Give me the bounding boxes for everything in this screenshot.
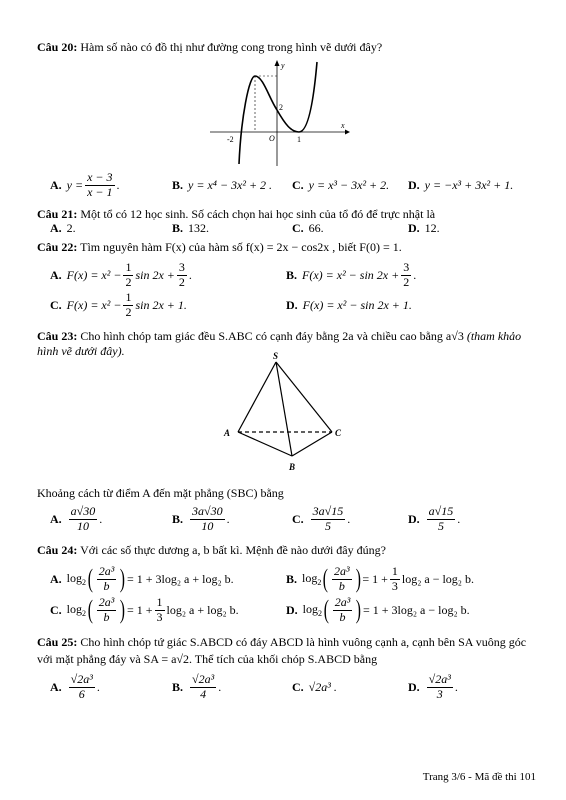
- q24-option-b-fd: 3: [391, 578, 398, 593]
- q25-option-b-label: B.: [172, 679, 184, 694]
- q24-option-a-num: 2a³: [98, 563, 115, 578]
- q20-label-one: 1: [297, 135, 301, 144]
- q23-option-a-den: 10: [76, 518, 89, 533]
- question-23-prompt: [37, 486, 536, 501]
- q20-option-a-pre: y =: [66, 177, 84, 192]
- q20-option-d-label: D.: [408, 177, 420, 192]
- q24-option-c[interactable]: C. $\log_2$ ( $\frac{\text{2a³}}{b}$ ) = 1 + $\frac{1}{3}$ log₂ a + log₂ b.: [50, 594, 239, 624]
- q22-option-b-label: B.: [286, 267, 298, 282]
- question-23-text1-italic: (tham khảo: [466, 329, 522, 343]
- q25-option-c-label: C.: [292, 679, 304, 694]
- q20-graph: [205, 58, 355, 168]
- pyramid-label-b: B: [289, 462, 296, 472]
- q21-option-c-text: 66.: [308, 220, 324, 235]
- q21-option-a-text: 2.: [66, 220, 76, 235]
- q22-option-c-pre: F(x) = x² −: [66, 297, 122, 312]
- question-23-number: Câu 23:: [37, 329, 78, 343]
- q23-option-c-den: 5: [324, 518, 331, 533]
- question-22-text: Tìm nguyên hàm F(x) của hàm số f(x) = 2x − cos2x , biết F(0) = 1.: [80, 240, 402, 254]
- question-20-number: Câu 20:: [37, 40, 78, 54]
- q24-option-a[interactable]: A. $\log_2$ ( $\frac{\text{2a³}}{b}$ ) = 1 + 3log₂ a + log₂ b.: [50, 563, 234, 593]
- q20-y-arrow: [275, 60, 280, 66]
- q24-option-b-fn: 1: [391, 563, 398, 578]
- q22-option-c-f1d: 2: [125, 304, 132, 319]
- q20-option-a[interactable]: [50, 168, 120, 202]
- q21-option-c[interactable]: C. 66.: [292, 220, 324, 235]
- q24-option-d-den: b: [339, 609, 346, 624]
- q24-option-d[interactable]: D. $\log_2$ ( $\frac{\text{2a³}}{b}$ ) = 1 + 3log₂ a − log₂ b.: [286, 594, 470, 624]
- q24-option-c-rhs-pre: = 1 +: [126, 602, 153, 617]
- pyramid-label-a: A: [224, 428, 231, 438]
- q22-option-b-pre: F(x) = x² − sin 2x +: [302, 267, 400, 282]
- q25-option-c[interactable]: [292, 669, 337, 705]
- q20-option-b-text: y = x⁴ − 3x² + 2 .: [188, 177, 273, 192]
- q20-label-origin: O: [269, 134, 275, 143]
- q24-option-a-rhs: = 1 + 3log₂ a + log₂ b.: [126, 571, 234, 586]
- q21-option-d-text: 12.: [424, 220, 440, 235]
- q22-option-a-f2d: 2: [178, 274, 185, 289]
- q22-option-c-f1n: 1: [125, 289, 132, 304]
- question-20-text: Hàm số nào có đồ thị như đường cong trong hình vẽ dưới đây?: [80, 40, 383, 54]
- q20-label-x: x: [341, 121, 345, 130]
- q25-option-b-num: √2a³: [192, 671, 215, 686]
- q24-option-b-rhs-pre: = 1 +: [362, 571, 388, 586]
- pyramid-edge-ab: [238, 432, 292, 456]
- pyramid-edge-sc: [276, 362, 332, 432]
- q22-option-b-post: .: [413, 267, 417, 282]
- q22-option-b[interactable]: [286, 258, 416, 292]
- q22-option-a-f1n: 1: [125, 259, 132, 274]
- q22-option-a-label: A.: [50, 267, 62, 282]
- q24-option-b[interactable]: B. $\log_2$ ( $\frac{\text{2a³}}{b}$ ) = 1 + $\frac{1}{3}$ log₂ a − log₂ b.: [286, 563, 474, 593]
- q20-option-a-label: A.: [50, 177, 62, 192]
- q20-option-d[interactable]: [408, 168, 513, 202]
- q22-option-a[interactable]: [50, 258, 192, 292]
- question-21-number: Câu 21:: [37, 207, 78, 221]
- q20-option-a-den: x − 1: [87, 184, 113, 199]
- q23-option-b-label: B.: [172, 511, 184, 526]
- q20-options: [50, 168, 536, 202]
- q22-option-c[interactable]: [50, 288, 187, 322]
- pyramid-edge-sa: [238, 362, 276, 432]
- q20-option-a-post: .: [116, 177, 120, 192]
- q23-option-a-label: A.: [50, 511, 62, 526]
- question-23-text2-italic: hình vẽ dưới đây).: [37, 344, 125, 358]
- q24-option-a-den: b: [103, 578, 110, 593]
- q25-option-a-den: 6: [78, 686, 85, 701]
- q20-option-c-text: y = x³ − 3x² + 2.: [308, 177, 390, 192]
- q22-option-a-post: .: [188, 267, 192, 282]
- q25-option-b[interactable]: B. $\frac{\text{√2a³}}{4}$ .: [172, 671, 222, 701]
- q25-option-a[interactable]: A. $\frac{\text{√2a³}}{6}$ .: [50, 671, 100, 701]
- q23-option-b-den: 10: [201, 518, 214, 533]
- q24-option-d-label: D.: [286, 602, 298, 617]
- question-24-number: Câu 24:: [37, 543, 78, 557]
- q20-option-c[interactable]: [292, 168, 389, 202]
- q20-curve: [239, 62, 317, 164]
- q22-options-row2: [50, 288, 536, 322]
- question-25-text1: Cho hình chóp tứ giác S.ABCD có đáy ABCD là hình vuông cạnh a, cạnh bên SA vuông góc: [80, 635, 527, 649]
- q20-x-arrow: [345, 130, 350, 135]
- q20-option-c-label: C.: [292, 177, 304, 192]
- q24-option-b-label: B.: [286, 571, 298, 586]
- question-24: [37, 543, 536, 558]
- question-21-text: Một tổ có 12 học sinh. Số cách chọn hai học sinh của tổ đó để trực nhật là: [80, 207, 436, 221]
- q23-pyramid-figure: [220, 352, 350, 480]
- page-footer: Trang 3/6 - Mã đề thi 101: [422, 771, 536, 783]
- q23-option-c[interactable]: C. $\frac{3a√15}{5}$ .: [292, 503, 351, 533]
- q20-label-two: 2: [279, 103, 283, 112]
- q25-option-d-num: √2a³: [428, 671, 451, 686]
- q25-option-a-num: √2a³: [70, 671, 93, 686]
- q23-option-a-num: a√30: [70, 503, 96, 518]
- question-25: [37, 634, 536, 669]
- q23-option-c-label: C.: [292, 511, 304, 526]
- q22-option-a-pre: F(x) = x² −: [66, 267, 122, 282]
- q20-option-b[interactable]: [172, 168, 272, 202]
- q24-option-c-fn: 1: [156, 594, 163, 609]
- q25-option-d[interactable]: D. $\frac{\text{√2a³}}{3}$ .: [408, 671, 458, 701]
- q24-option-c-den: b: [103, 609, 110, 624]
- q21-options: [50, 218, 536, 238]
- q24-option-d-rhs: = 1 + 3log₂ a − log₂ b.: [362, 602, 470, 617]
- q23-option-d[interactable]: D. $\frac{a√15}{5}$ .: [408, 503, 461, 533]
- q24-option-c-num: 2a³: [98, 594, 115, 609]
- q23-option-d-den: 5: [437, 518, 444, 533]
- question-20: [37, 40, 536, 55]
- q24-options-row2: [50, 592, 536, 628]
- q23-option-d-label: D.: [408, 511, 420, 526]
- q24-option-b-rhs-post: log₂ a − log₂ b.: [401, 571, 474, 586]
- q24-option-b-den: b: [338, 578, 345, 593]
- q20-option-d-text: y = −x³ + 3x² + 1.: [424, 177, 514, 192]
- q23-option-b-num: 3a√30: [192, 503, 223, 518]
- q24-option-d-num: 2a³: [334, 594, 351, 609]
- q25-option-b-den: 4: [200, 686, 207, 701]
- q22-options-row1: [50, 258, 536, 292]
- q23-option-a[interactable]: A. $\frac{a√30}{10}$ .: [50, 503, 103, 533]
- q22-option-a-mid: sin 2x +: [135, 267, 175, 282]
- q24-option-b-num: 2a³: [334, 563, 350, 578]
- q20-option-a-num: x − 3: [87, 169, 113, 184]
- q23-option-c-num: 3a√15: [312, 503, 344, 518]
- question-23-text1: Cho hình chóp tam giác đều S.ABC có cạnh đáy bằng 2a và chiều cao bằng a√3: [80, 329, 464, 343]
- q23-options: [50, 502, 536, 536]
- q22-option-c-mid: sin 2x + 1.: [135, 297, 187, 312]
- question-22: [37, 240, 536, 255]
- pyramid-label-s: S: [273, 352, 279, 361]
- q20-option-a-frac: [85, 171, 114, 200]
- q21-option-a[interactable]: A. 2.: [50, 220, 76, 235]
- q24-option-a-label: A.: [50, 571, 62, 586]
- q25-option-d-label: D.: [408, 679, 420, 694]
- question-25-text2: với mặt phẳng đáy và SA = a√2. Thể tích của khối chóp S.ABCD bằng: [37, 652, 378, 667]
- q24-option-c-fd: 3: [156, 609, 163, 624]
- question-22-number: Câu 22:: [37, 240, 78, 254]
- question-25-number: Câu 25:: [37, 635, 78, 649]
- q21-option-d[interactable]: D. 12.: [408, 220, 440, 235]
- q22-option-d-label: D.: [286, 297, 298, 312]
- pyramid-edge-bc: [292, 432, 332, 456]
- q22-option-b-f2d: 2: [403, 274, 410, 289]
- q25-option-d-den: 3: [436, 686, 443, 701]
- q22-option-d[interactable]: [286, 288, 412, 322]
- q22-option-b-f2n: 3: [403, 259, 410, 274]
- q22-option-d-text: F(x) = x² − sin 2x + 1.: [302, 297, 412, 312]
- q21-option-b[interactable]: B. 132.: [172, 220, 210, 235]
- q25-option-a-label: A.: [50, 679, 62, 694]
- q20-option-b-label: B.: [172, 177, 184, 192]
- question-24-text: Với các số thực dương a, b bất kì. Mệnh đề nào dưới đây đúng?: [80, 543, 386, 557]
- q24-option-c-rhs-post: log₂ a + log₂ b.: [166, 602, 239, 617]
- pyramid-label-c: C: [335, 428, 342, 438]
- q23-option-d-num: a√15: [428, 503, 454, 518]
- q22-option-a-f1d: 2: [125, 274, 132, 289]
- q20-label-minus2: -2: [227, 135, 234, 144]
- q22-option-c-label: C.: [50, 297, 62, 312]
- q20-label-y: y: [281, 61, 285, 70]
- q21-option-b-text: 132.: [188, 220, 210, 235]
- q25-option-c-text: √2a³ .: [308, 679, 337, 694]
- pyramid-edge-sb: [276, 362, 292, 456]
- q23-option-b[interactable]: B. $\frac{3a√30}{10}$ .: [172, 503, 230, 533]
- q25-options: [50, 669, 536, 705]
- q24-option-c-label: C.: [50, 602, 62, 617]
- question-23-prompt-text: Khoảng cách từ điểm A đến mặt phẳng (SBC) bằng: [37, 486, 284, 500]
- q22-option-a-f2n: 3: [178, 259, 185, 274]
